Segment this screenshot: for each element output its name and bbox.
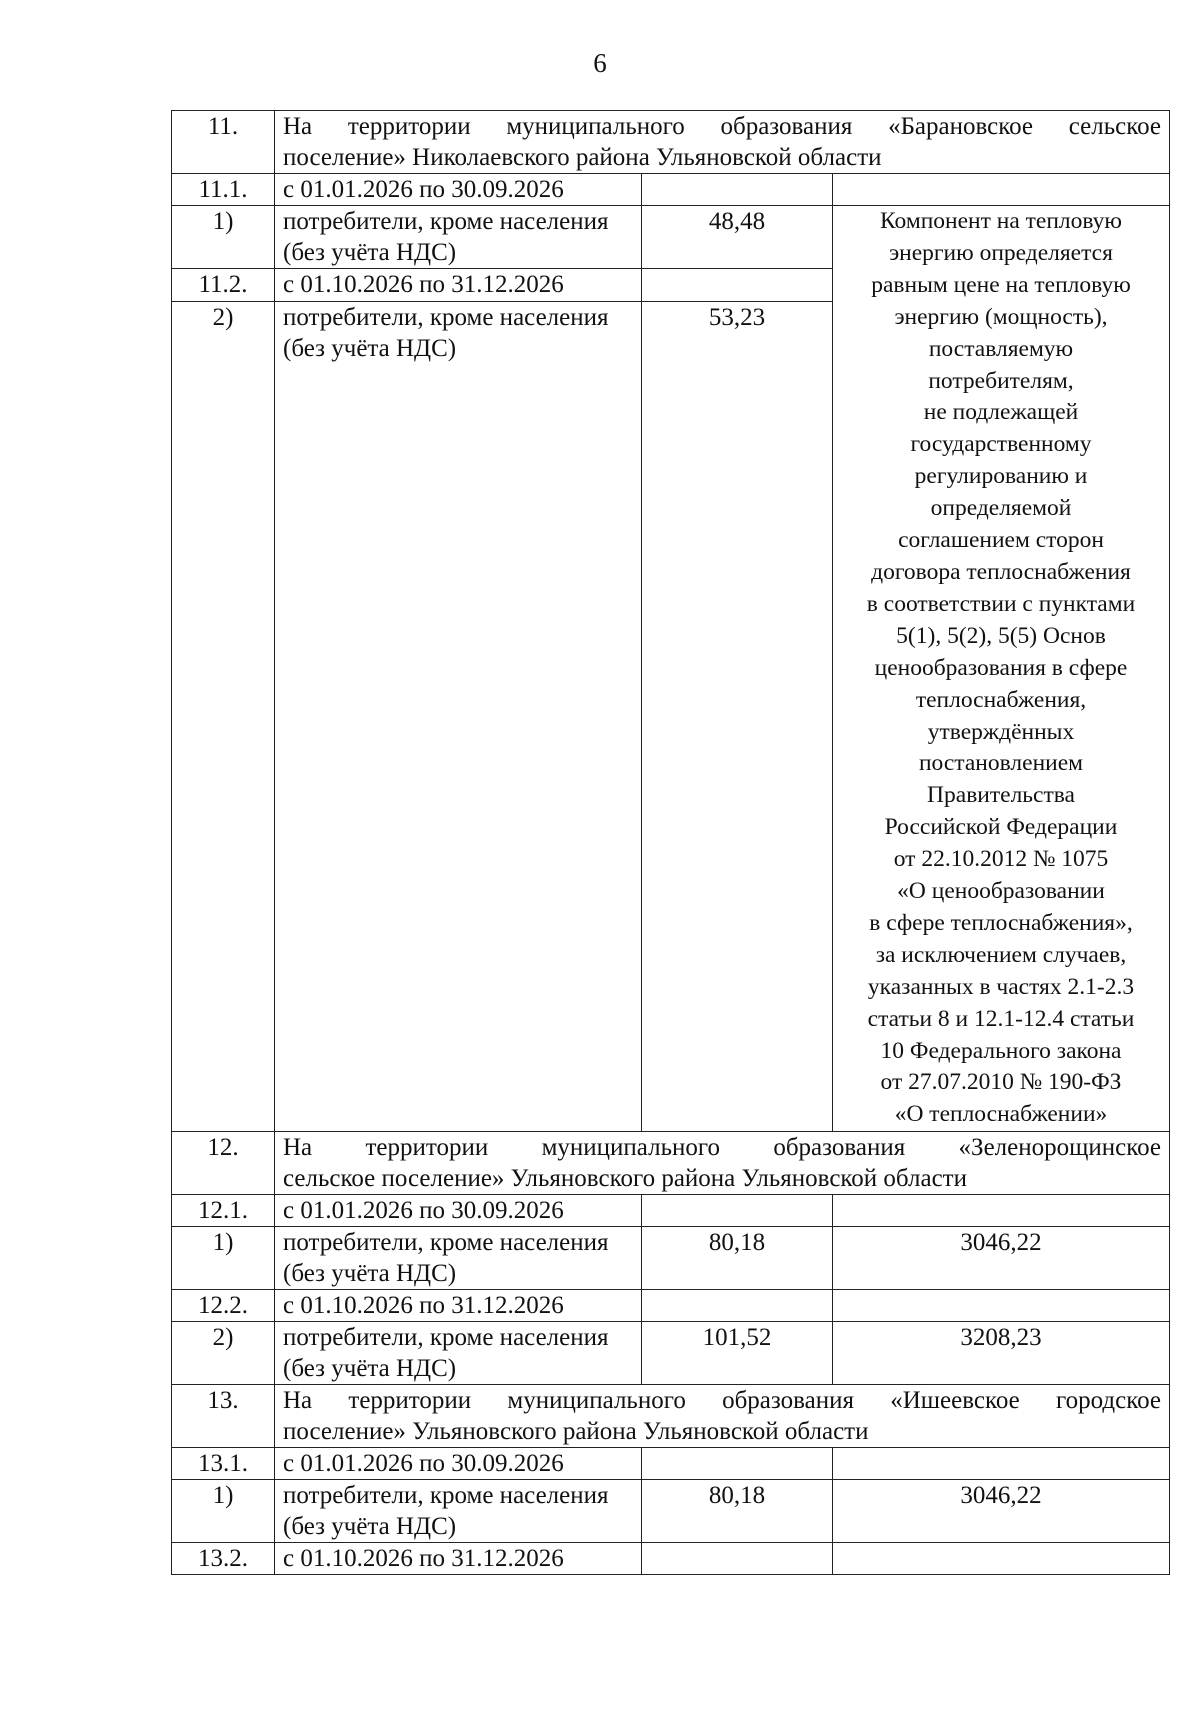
page-number: 6: [593, 48, 607, 78]
period-number: 13.2.: [172, 1543, 275, 1575]
component-note-line: регулированию и: [914, 463, 1088, 490]
tariff-table: [171, 110, 1170, 1575]
row-number: 1): [172, 1227, 275, 1290]
empty-cell: [833, 1195, 1170, 1227]
period-label: с 01.10.2026 по 31.12.2026: [275, 1543, 642, 1575]
period-number: 11.1.: [172, 174, 275, 206]
period-number: 12.2.: [172, 1290, 275, 1322]
component-note-line: в сфере теплоснабжения»,: [869, 909, 1133, 936]
tariff-value: 53,23: [642, 301, 833, 1132]
component-note-line: ценообразования в сфере: [874, 654, 1128, 681]
empty-cell: [833, 1543, 1170, 1575]
tariff-value: 101,52: [642, 1322, 833, 1385]
section-header-row: [172, 1385, 1170, 1448]
component-note-line: определяемой: [930, 495, 1072, 522]
empty-cell: [642, 1448, 833, 1480]
component-note-line: 5(1), 5(2), 5(5) Основ: [896, 622, 1106, 649]
component-note-line: указанных в частях 2.1-2.3: [867, 973, 1135, 1000]
empty-cell: [833, 1448, 1170, 1480]
component-note-line: Правительства: [927, 782, 1075, 809]
period-label: с 01.01.2026 по 30.09.2026: [275, 174, 642, 206]
component-note-line: «О теплоснабжении»: [894, 1101, 1108, 1128]
period-row: [172, 1543, 1170, 1575]
component-note-line: равным цене на тепловую: [871, 271, 1131, 298]
row-number: 1): [172, 206, 275, 269]
empty-cell: [833, 1290, 1170, 1322]
component-note-line: 10 Федерального закона: [880, 1037, 1122, 1064]
period-label: с 01.10.2026 по 31.12.2026: [275, 1290, 642, 1322]
row-number: 2): [172, 1322, 275, 1385]
section-header-row: [172, 1132, 1170, 1195]
component-note-line: постановлением: [918, 750, 1084, 777]
consumer-label: потребители, кроме населения (без учёта НДС): [275, 1480, 642, 1543]
component-note-line: статьи 8 и 12.1-12.4 статьи: [867, 1005, 1135, 1032]
period-label: с 01.01.2026 по 30.09.2026: [275, 1195, 642, 1227]
consumer-label: потребители, кроме населения (без учёта НДС): [275, 1322, 642, 1385]
component-note-line: от 22.10.2012 № 1075: [893, 846, 1109, 873]
consumer-label: потребители, кроме населения (без учёта НДС): [275, 1227, 642, 1290]
empty-cell: [642, 1543, 833, 1575]
period-row: [172, 1195, 1170, 1227]
component-value: 3046,22: [833, 1480, 1170, 1543]
section-header-row: [172, 111, 1170, 174]
component-note-line: договора теплоснабжения: [871, 558, 1131, 585]
component-note-line: «О ценообразовании: [897, 878, 1105, 905]
empty-cell: [642, 1290, 833, 1322]
row-number: 1): [172, 1480, 275, 1543]
section-title: На территории муниципального образования «Барановское сельское поселение» Николаевского района Ульяновской области: [275, 111, 1170, 174]
tariff-value: 80,18: [642, 1480, 833, 1543]
component-note-line: энергию (мощность),: [894, 303, 1108, 330]
section-title: На территории муниципального образования «Ишеевское городское поселение» Ульяновского района Ульяновской области: [275, 1385, 1170, 1448]
tariff-row: [172, 1227, 1170, 1290]
empty-cell: [642, 1195, 833, 1227]
component-note-line: Российской Федерации: [884, 814, 1118, 841]
component-note-line: утверждённых: [927, 718, 1075, 745]
component-note-line: Компонент на тепловую: [880, 208, 1122, 234]
section-number: 11.: [172, 111, 275, 174]
period-row: [172, 1290, 1170, 1322]
consumer-label: потребители, кроме населения (без учёта НДС): [275, 206, 642, 269]
tariff-value: 48,48: [642, 206, 833, 269]
period-label: с 01.10.2026 по 31.12.2026: [275, 269, 642, 301]
component-note-line: за исключением случаев,: [875, 941, 1127, 968]
component-value: 3046,22: [833, 1227, 1170, 1290]
component-note-line: энергию определяется: [889, 239, 1113, 266]
component-note: [833, 206, 1170, 1132]
row-number: 2): [172, 301, 275, 1132]
tariff-row: [172, 206, 1170, 269]
period-row: [172, 1448, 1170, 1480]
section-title: На территории муниципального образования «Зеленорощинское сельское поселение» Ульяновского района Ульяновской области: [275, 1132, 1170, 1195]
component-note-line: от 27.07.2010 № 190-ФЗ: [880, 1069, 1122, 1096]
component-note-line: соглашением сторон: [898, 527, 1104, 554]
period-row: [172, 174, 1170, 206]
component-note-line: поставляемую: [928, 335, 1074, 362]
component-note-line: не подлежащей: [923, 399, 1079, 426]
tariff-value: 80,18: [642, 1227, 833, 1290]
period-number: 12.1.: [172, 1195, 275, 1227]
component-note-line: государственному: [910, 431, 1092, 458]
period-number: 11.2.: [172, 269, 275, 301]
component-note-line: потребителям,: [928, 367, 1074, 394]
empty-cell: [833, 174, 1170, 206]
tariff-row: [172, 1322, 1170, 1385]
empty-cell: [642, 269, 833, 301]
section-number: 12.: [172, 1132, 275, 1195]
component-note-line: теплоснабжения,: [915, 686, 1087, 713]
period-number: 13.1.: [172, 1448, 275, 1480]
empty-cell: [642, 174, 833, 206]
component-value: 3208,23: [833, 1322, 1170, 1385]
component-note-line: в соответствии с пунктами: [866, 590, 1136, 617]
section-number: 13.: [172, 1385, 275, 1448]
tariff-row: [172, 1480, 1170, 1543]
consumer-label: потребители, кроме населения (без учёта НДС): [275, 301, 642, 1132]
period-label: с 01.01.2026 по 30.09.2026: [275, 1448, 642, 1480]
